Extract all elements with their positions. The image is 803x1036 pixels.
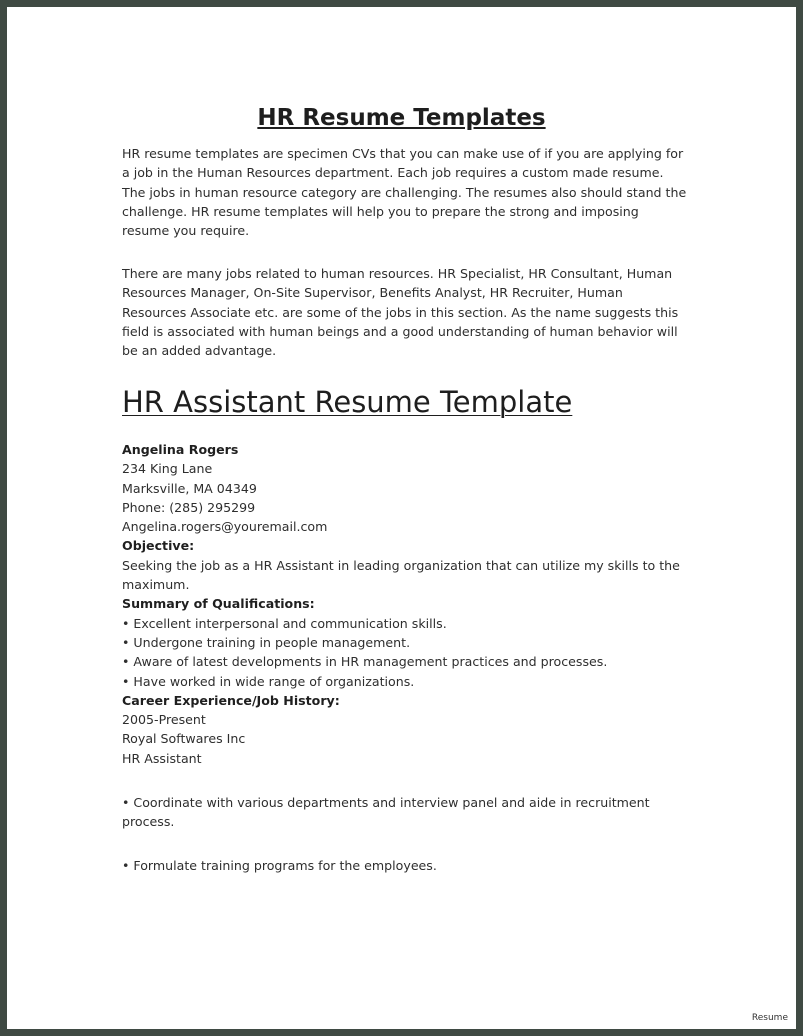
paragraph-line: a job in the Human Resources department. Each job requires a custom made resume.: [122, 165, 664, 181]
qualifications-label: Summary of Qualifications:: [122, 596, 315, 612]
paragraph-line: Resources Manager, On-Site Supervisor, Benefits Analyst, HR Recruiter, Human: [122, 285, 623, 301]
qualification-item: • Undergone training in people management.: [122, 634, 411, 650]
objective-text: Seeking the job as a HR Assistant in leading organization that can utilize my skills to the: [122, 557, 680, 573]
objective-label: Objective:: [122, 538, 195, 554]
duty-item: • Formulate training programs for the employees.: [122, 857, 437, 873]
job-period: 2005-Present: [122, 712, 206, 728]
email-address: Angelina.rogers@youremail.com: [122, 519, 328, 535]
section-heading: HR Assistant Resume Template: [122, 385, 573, 419]
paragraph-line: challenge. HR resume templates will help you to prepare the strong and imposing: [122, 203, 639, 219]
paragraph-line: Resources Associate etc. are some of the jobs in this section. As the name suggests this: [122, 304, 679, 320]
resume-sample: [122, 440, 692, 875]
duty-item: process.: [122, 813, 175, 829]
intro-paragraph: [122, 144, 692, 240]
jobs-paragraph: [122, 264, 692, 360]
paragraph-line: resume you require.: [122, 223, 250, 239]
objective-text: maximum.: [122, 577, 190, 593]
qualification-item: • Excellent interpersonal and communication skills.: [122, 615, 447, 631]
qualification-item: • Have worked in wide range of organizations.: [122, 673, 415, 689]
paragraph-line: be an added advantage.: [122, 343, 277, 359]
spacer: [122, 831, 692, 856]
document-page: [7, 7, 796, 1029]
page-title: HR Resume Templates: [257, 105, 546, 131]
job-title: HR Assistant: [122, 750, 202, 766]
duty-item: • Coordinate with various departments and interview panel and aide in recruitment: [122, 794, 650, 810]
career-label: Career Experience/Job History:: [122, 692, 340, 708]
spacer: [122, 768, 692, 793]
footer-label: Resume: [751, 1013, 788, 1023]
company-name: Royal Softwares Inc: [122, 731, 246, 747]
phone-number: Phone: (285) 295299: [122, 499, 256, 515]
qualification-item: • Aware of latest developments in HR management practices and processes.: [122, 654, 608, 670]
address-line: Marksville, MA 04349: [122, 480, 257, 496]
candidate-name: Angelina Rogers: [122, 442, 239, 457]
paragraph-line: HR resume templates are specimen CVs that you can make use of if you are applying for: [122, 146, 684, 161]
paragraph-line: There are many jobs related to human resources. HR Specialist, HR Consultant, Human: [122, 266, 673, 281]
paragraph-line: The jobs in human resource category are challenging. The resumes also should stand the: [122, 184, 687, 200]
address-line: 234 King Lane: [122, 461, 213, 477]
paragraph-line: field is associated with human beings and a good understanding of human behavior will: [122, 323, 678, 339]
